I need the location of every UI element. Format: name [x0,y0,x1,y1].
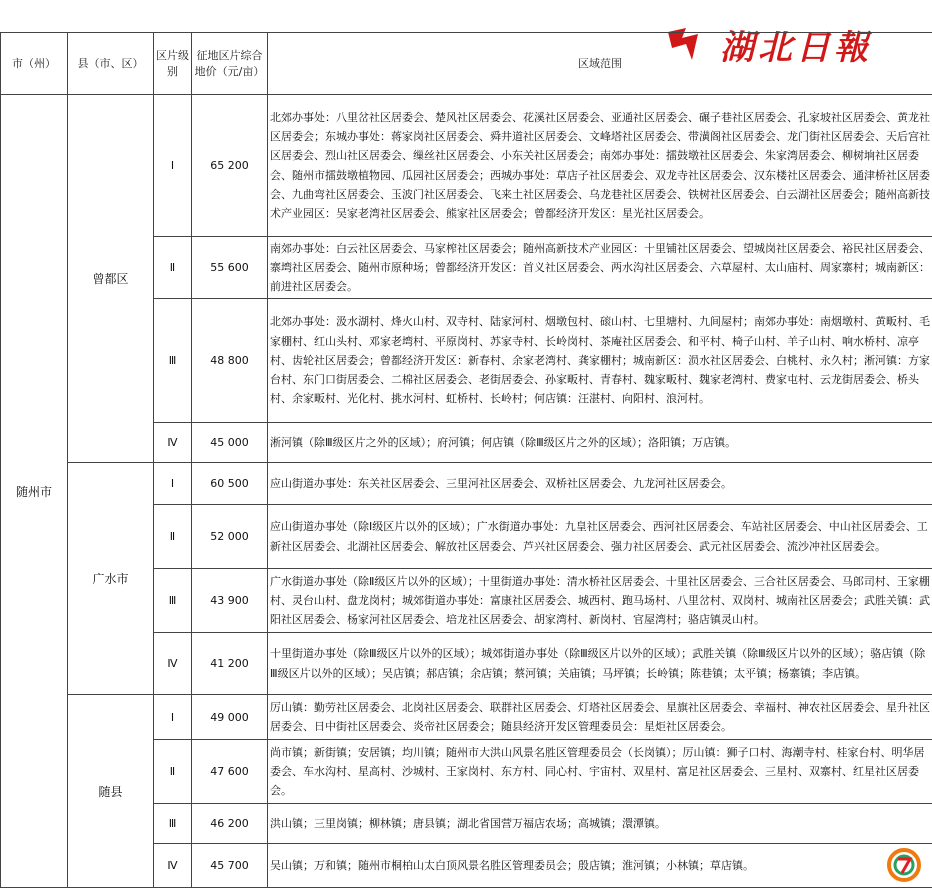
price-cell: 49 000 [192,695,268,740]
scope-cell: 北郊办事处：汲水湖村、烽火山村、双寺村、陆家河村、烟墩包村、磙山村、七里塘村、九间屋村；南郊办事处：南烟墩村、黄畈村、毛家棚村、红山头村、邓家老塆村、平原岗村、苏家寺村、长岭岗村、茶庵社区居委会、和平村、椅子山村、羊子山村、响水桥村、凉亭村、齿轮社区居委会；曾都经济开发区：新春村、余家老湾村、龚家棚村；城南新区：涢水社区居委会、白桃村、永久村；淅河镇：方家台村、东门口街居委会、二棉社区居委会、老街居委会、孙家畈村、青春村、魏家畈村、魏家老湾村、费家屯村、云龙街居委会、桥头村、余家畈村、光化村、挑水河村、虹桥村、长岭村；何店镇：汪湛村、向阳村、浪河村。 [268,299,932,423]
level-cell: Ⅲ [154,804,192,844]
level-cell: Ⅳ [154,844,192,888]
price-cell: 60 500 [192,463,268,505]
scope-cell: 十里街道办事处（除Ⅲ级区片以外的区域）；城郊街道办事处（除Ⅲ级区片以外的区域）；武胜关镇（除Ⅲ级区片以外的区域）；骆店镇（除Ⅲ级区片以外的区域）；吴店镇；郝店镇；余店镇；蔡河镇；关庙镇；马坪镇；长岭镇；陈巷镇；太平镇；杨寨镇；李店镇。 [268,633,932,695]
scope-cell: 吴山镇；万和镇；随州市桐柏山太白顶风景名胜区管理委员会；殷店镇；淮河镇；小林镇；草店镇。 [268,844,932,888]
table-row [1,95,932,237]
table-header-row [1,33,932,95]
scope-cell: 洪山镇；三里岗镇；柳林镇；唐县镇；湖北省国营万福店农场；高城镇；澴潭镇。 [268,804,932,844]
level-cell: Ⅲ [154,299,192,423]
price-cell: 41 200 [192,633,268,695]
scope-cell: 广水街道办事处（除Ⅱ级区片以外的区域）；十里街道办事处：清水桥社区居委会、十里社区居委会、三合社区居委会、马郎司村、王家棚村、灵台山村、盘龙岗村；城郊街道办事处：富康社区居委会、城西村、跑马场村、八里岔村、双岗村、城南社区居委会；武胜关镇：武阳社区居委会、杨家河社区居委会、培龙社区居委会、胡家湾村、新岗村、官屋湾村；骆店镇灵山村。 [268,569,932,633]
price-cell: 55 600 [192,237,268,299]
county-cell: 曾都区 [68,95,154,463]
scope-cell: 厉山镇：勤劳社区居委会、北岗社区居委会、联群社区居委会、灯塔社区居委会、星旗社区居委会、幸福村、神农社区居委会、星升社区居委会、日中街社区居委会、炎帝社区居委会；随县经济开发区管理委员会：星炬社区居委会。 [268,695,932,740]
logo-text: 湖北日報 [720,27,872,68]
price-cell: 45 000 [192,423,268,463]
table-row [1,695,932,740]
header-level: 区片级别 [154,33,192,95]
header-price: 征地区片综合地价（元/亩） [192,33,268,95]
price-cell: 48 800 [192,299,268,423]
header-county: 县（市、区） [68,33,154,95]
level-cell: Ⅳ [154,423,192,463]
county-cell: 随县 [68,695,154,888]
header-city: 市（州） [1,33,68,95]
price-cell: 46 200 [192,804,268,844]
price-cell: 52 000 [192,505,268,569]
scope-cell: 应山街道办事处：东关社区居委会、三里河社区居委会、双桥社区居委会、九龙河社区居委会。 [268,463,932,505]
level-cell: Ⅰ [154,95,192,237]
price-cell: 65 200 [192,95,268,237]
price-cell: 47 600 [192,740,268,804]
level-cell: Ⅱ [154,740,192,804]
scope-cell: 南郊办事处：白云社区居委会、马家榨社区居委会；随州高新技术产业园区：十里铺社区居委会、望城岗社区居委会、裕民社区居委会、寨塆社区居委会、随州市原种场；曾都经济开发区：首义社区居委会、两水沟社区居委会、六草屋村、太山庙村、周家寨村；城南新区：前进社区居委会。 [268,237,932,299]
county-cell: 广水市 [68,463,154,695]
level-cell: Ⅳ [154,633,192,695]
price-cell: 45 700 [192,844,268,888]
watermark-icon [886,847,922,883]
level-cell: Ⅰ [154,463,192,505]
price-cell: 43 900 [192,569,268,633]
scope-cell: 尚市镇；新街镇；安居镇；均川镇；随州市大洪山风景名胜区管理委员会（长岗镇）；厉山镇：狮子口村、海潮寺村、桂家台村、明华居委会、车水沟村、星高村、沙城村、王家岗村、东方村、同心村、宇宙村、双星村、富足社区居委会、三星村、双寨村、红星社区居委会。 [268,740,932,804]
scope-cell: 淅河镇（除Ⅲ级区片之外的区域）；府河镇；何店镇（除Ⅲ级区片之外的区域）；洛阳镇；万店镇。 [268,423,932,463]
scope-cell: 应山街道办事处（除Ⅰ级区片以外的区域）；广水街道办事处：九皇社区居委会、西河社区居委会、车站社区居委会、中山社区居委会、工新社区居委会、北湖社区居委会、解放社区居委会、芦兴社区居委会、强力社区居委会、武元社区居委会、流沙冲社区居委会。 [268,505,932,569]
level-cell: Ⅱ [154,505,192,569]
city-cell: 随州市 [1,95,68,888]
land-price-table [0,32,932,888]
table-row [1,463,932,505]
level-cell: Ⅱ [154,237,192,299]
level-cell: Ⅰ [154,695,192,740]
header-scope: 区域范围 [268,33,932,95]
scope-cell: 北郊办事处：八里岔社区居委会、楚风社区居委会、花溪社区居委会、亚通社区居委会、碾子巷社区居委会、孔家坡社区居委会、黄龙社区居委会；东城办事处：蒋家岗社区居委会、舜井道社区居委会、文峰塔社区居委会、带潢阁社区居委会、龙门街社区居委会、天后宫社区居委会、烈山社区居委会、缫丝社区居委会、小东关社区居委会；南郊办事处：擂鼓墩社区居委会、朱家湾居委会、柳树垧社区居委会、随州市擂鼓墩植物园、瓜园社区居委会；西城办事处：草店子社区居委会、双龙寺社区居委会、汉东楼社区居委会、通津桥社区居委会、九曲弯社区居委会、玉波门社区居委会、飞来土社区居委会、乌龙巷社区居委会、铁树社区居委会、白云湖社区居委会；随州高新技术产业园区：吴家老湾社区居委会、熊家社区居委会；曾都经济开发区：星光社区居委会。 [268,95,932,237]
level-cell: Ⅲ [154,569,192,633]
